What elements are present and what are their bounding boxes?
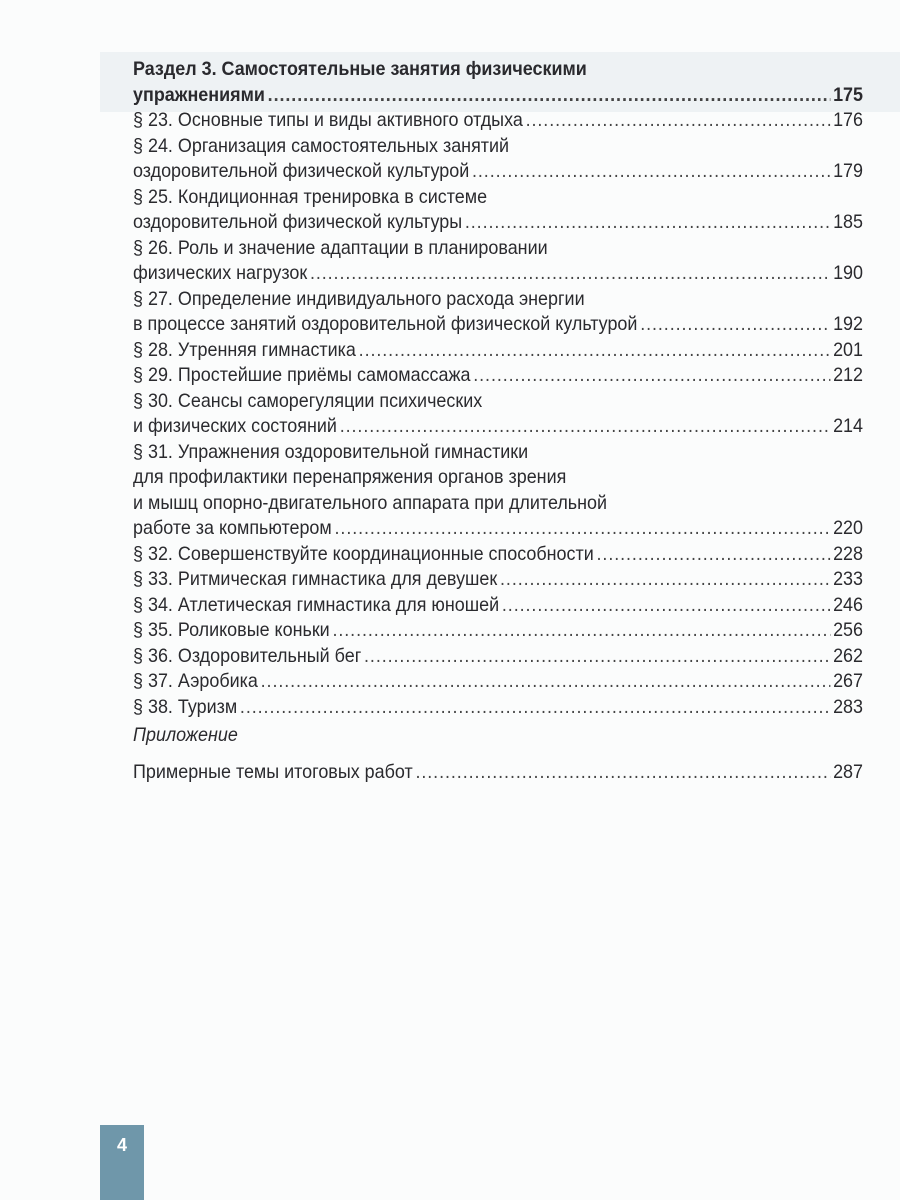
toc-entry-line — [133, 670, 863, 696]
entry-text: § 32. Совершенствуйте координационные способности — [133, 542, 594, 565]
toc-entry-line — [133, 262, 863, 288]
entry-text: § 33. Ритмическая гимнастика для девушек — [133, 568, 498, 590]
dot-leader — [472, 160, 830, 183]
entry-text: § 34. Атлетическая гимнастика для юношей — [133, 593, 500, 616]
section-title: Раздел 3. Самостоятельные занятия физическими — [133, 58, 587, 80]
toc-entry-line — [133, 288, 863, 314]
entry-text: § 36. Оздоровительный бег — [133, 644, 362, 667]
toc-entry-line — [133, 109, 863, 135]
entry-text: для профилактики перенапряжения органов зрения — [133, 466, 567, 488]
dot-leader — [268, 84, 831, 107]
dot-leader — [465, 211, 830, 234]
entry-text: физических нагрузок — [133, 262, 308, 284]
section-title-cont: упражнениями ..... 175 — [133, 84, 863, 110]
toc-entry-line — [133, 186, 863, 212]
page-ref: 246 — [833, 593, 864, 616]
dot-leader — [640, 313, 830, 336]
page-ref: 214 — [833, 415, 864, 437]
entry-text: работе за компьютером — [133, 517, 332, 539]
entry-text: § 31. Упражнения оздоровительной гимнастики — [133, 440, 529, 463]
dot-leader — [332, 619, 830, 642]
toc-entry-line — [133, 568, 863, 594]
page-ref: 262 — [833, 644, 864, 667]
appendix-title: Приложение — [133, 724, 238, 746]
dot-leader — [340, 415, 831, 438]
toc-entry-line — [133, 466, 863, 492]
page-ref: 212 — [833, 364, 864, 386]
page-ref: 220 — [833, 517, 864, 539]
toc-entry-line — [133, 415, 863, 441]
page-ref: 287 — [833, 760, 864, 783]
page-ref: 267 — [833, 670, 864, 692]
entry-text: § 28. Утренняя гимнастика — [133, 338, 356, 361]
page-ref: 176 — [833, 109, 864, 131]
entry-text: § 29. Простейшие приёмы самомассажа — [133, 364, 471, 386]
toc-entry-line — [133, 313, 863, 339]
page-ref: 192 — [833, 313, 864, 335]
entry-text: § 23. Основные типы и виды активного отдыха — [133, 109, 523, 131]
dot-leader — [415, 761, 830, 784]
toc-entry-line — [133, 211, 863, 237]
toc-entry-line — [133, 594, 863, 620]
toc-entry-line — [133, 619, 863, 645]
toc-entry-line — [133, 441, 863, 467]
dot-leader — [500, 568, 830, 591]
entry-text: § 24. Организация самостоятельных занятий — [133, 134, 510, 157]
toc-entry-line — [133, 135, 863, 161]
toc-entry-line — [133, 543, 863, 569]
toc-entry-line — [133, 696, 863, 722]
entry-text: § 26. Роль и значение адаптации в планировании — [133, 236, 548, 259]
entry-text: § 27. Определение индивидуального расхода энергии — [133, 287, 585, 310]
dot-leader — [597, 543, 831, 566]
page-ref: 201 — [833, 338, 864, 361]
entry-text: § 37. Аэробика — [133, 670, 258, 692]
entry-text: § 25. Кондиционная тренировка в системе — [133, 185, 488, 208]
dot-leader — [473, 364, 830, 387]
table-of-contents — [133, 58, 863, 786]
page-ref: 190 — [833, 262, 864, 284]
toc-entry-line — [133, 645, 863, 671]
page-ref: 185 — [833, 211, 864, 233]
page-ref: 179 — [833, 160, 864, 182]
dot-leader — [310, 262, 830, 285]
entry-text: § 30. Сеансы саморегуляции психических — [133, 389, 483, 412]
dot-leader — [261, 670, 831, 693]
toc-entry-line — [133, 364, 863, 390]
toc-entry-line — [133, 237, 863, 263]
toc-entry-line — [133, 390, 863, 416]
entry-text: и мышц опорно-двигательного аппарата при длительной — [133, 491, 608, 514]
dot-leader — [526, 109, 831, 132]
toc-entry-line — [133, 492, 863, 518]
toc-entry-line — [133, 339, 863, 365]
dot-leader — [502, 594, 830, 617]
toc-entry-line — [133, 160, 863, 186]
page-number: 4 — [100, 1125, 144, 1200]
entry-text: и физических состояний — [133, 415, 337, 437]
page-ref: 233 — [833, 568, 864, 590]
page-ref: 175 — [833, 83, 864, 106]
page-ref: 256 — [833, 619, 864, 641]
entry-text: в процессе занятий оздоровительной физической культурой — [133, 313, 638, 335]
entry-text: § 35. Роликовые коньки — [133, 619, 330, 641]
entry-text: оздоровительной физической культуры — [133, 211, 463, 233]
dot-leader — [240, 696, 830, 719]
toc-entry-line — [133, 517, 863, 543]
entry-text: § 38. Туризм — [133, 695, 238, 718]
dot-leader — [364, 645, 830, 668]
appendix-item: Примерные темы итоговых работ ..... 287 — [133, 761, 863, 787]
dot-leader — [335, 517, 831, 540]
page-ref: 228 — [833, 542, 864, 565]
dot-leader — [359, 339, 831, 362]
entry-text: оздоровительной физической культурой — [133, 160, 470, 182]
page-ref: 283 — [833, 695, 864, 718]
